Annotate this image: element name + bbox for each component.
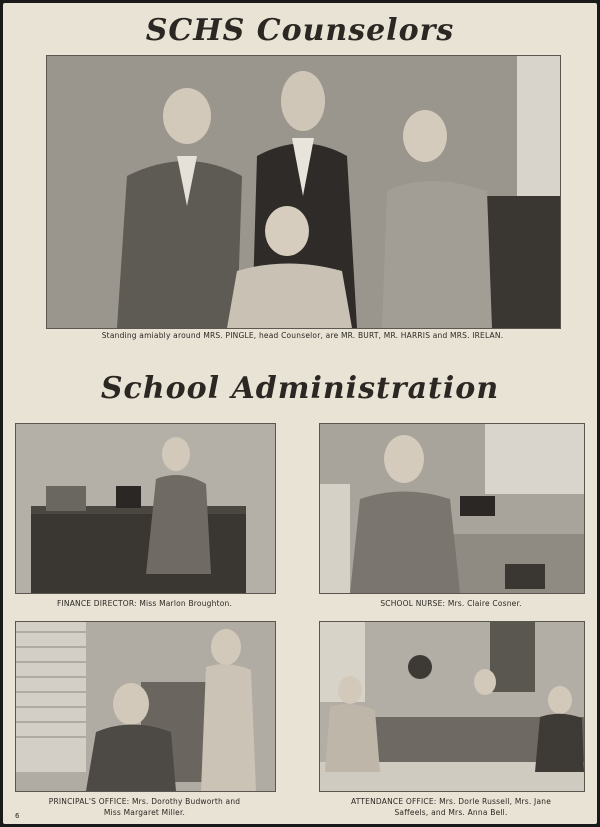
school-nurse-photo (319, 423, 585, 594)
principals-office-caption-line2: Miss Margaret Miller. (103, 808, 186, 817)
finance-director-photo (15, 423, 276, 594)
attendance-office-caption-line1: ATTENDANCE OFFICE: Mrs. Dorle Russell, Mrs. Jane (350, 797, 552, 806)
administration-title: School Administration (100, 371, 500, 406)
yearbook-page (3, 3, 597, 824)
school-nurse-caption: SCHOOL NURSE: Mrs. Claire Cosner. (380, 599, 522, 608)
counselors-title: SCHS Counselors (145, 13, 455, 48)
counselors-photo (46, 55, 561, 329)
attendance-office-photo (319, 621, 585, 792)
page-number: 6 (15, 812, 20, 820)
attendance-office-caption-line2: Saffeels, and Mrs. Anna Bell. (394, 808, 508, 817)
counselors-caption: Standing amiably around MRS. PINGLE, head Counselor, are MR. BURT, MR. HARRIS and MRS. IRELAN. (101, 331, 504, 340)
finance-director-caption: FINANCE DIRECTOR: Miss Marlon Broughton. (56, 599, 233, 608)
principals-office-photo (15, 621, 276, 792)
principals-office-caption-line1: PRINCIPAL'S OFFICE: Mrs. Dorothy Budworth and (48, 797, 241, 806)
